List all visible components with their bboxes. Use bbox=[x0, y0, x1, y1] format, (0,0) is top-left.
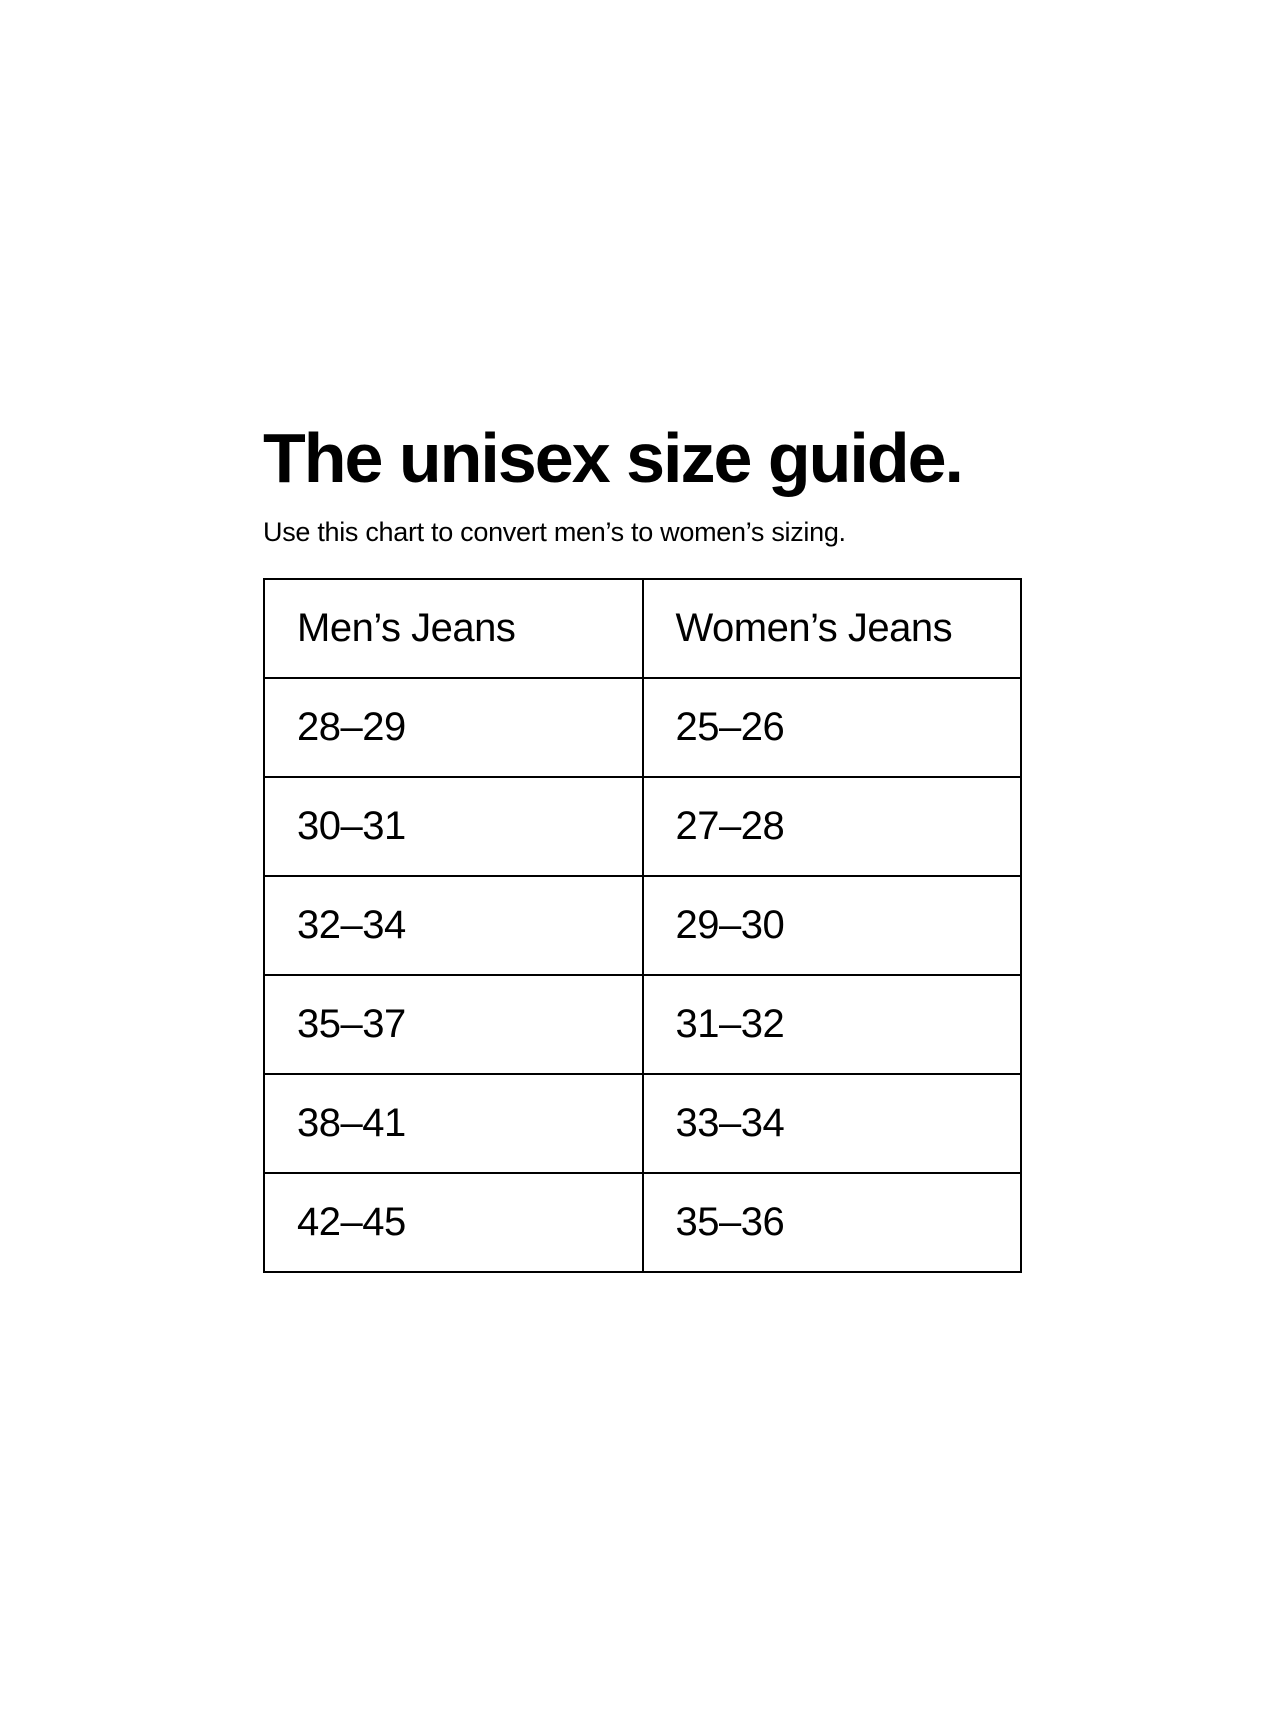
table-row bbox=[264, 1074, 1021, 1173]
column-header-mens-jeans: Men’s Jeans bbox=[264, 579, 643, 678]
mens-size-cell: 35–37 bbox=[264, 975, 643, 1074]
page-title: The unisex size guide. bbox=[263, 419, 962, 497]
mens-size-cell: 42–45 bbox=[264, 1173, 643, 1272]
table-row bbox=[264, 1173, 1021, 1272]
mens-size-cell: 30–31 bbox=[264, 777, 643, 876]
table-header-row bbox=[264, 579, 1021, 678]
table-row bbox=[264, 678, 1021, 777]
table-row bbox=[264, 876, 1021, 975]
table-row bbox=[264, 975, 1021, 1074]
womens-size-cell: 27–28 bbox=[643, 777, 1022, 876]
mens-size-cell: 38–41 bbox=[264, 1074, 643, 1173]
womens-size-cell: 35–36 bbox=[643, 1173, 1022, 1272]
womens-size-cell: 31–32 bbox=[643, 975, 1022, 1074]
size-conversion-table bbox=[263, 578, 1022, 1273]
table-row bbox=[264, 777, 1021, 876]
mens-size-cell: 32–34 bbox=[264, 876, 643, 975]
womens-size-cell: 25–26 bbox=[643, 678, 1022, 777]
mens-size-cell: 28–29 bbox=[264, 678, 643, 777]
womens-size-cell: 29–30 bbox=[643, 876, 1022, 975]
womens-size-cell: 33–34 bbox=[643, 1074, 1022, 1173]
page-subtitle: Use this chart to convert men’s to women’s sizing. bbox=[263, 517, 846, 547]
column-header-womens-jeans: Women’s Jeans bbox=[643, 579, 1022, 678]
